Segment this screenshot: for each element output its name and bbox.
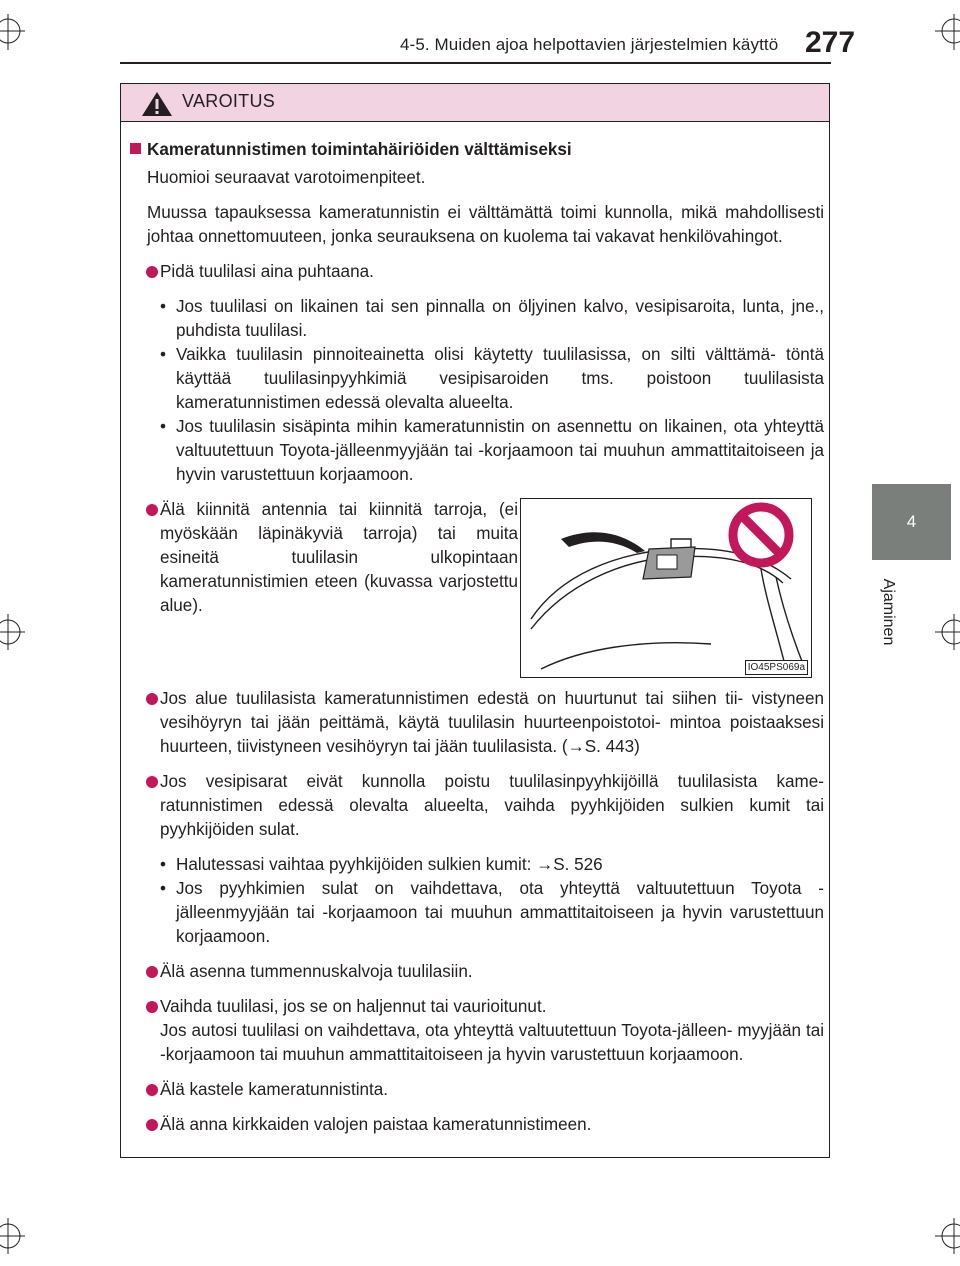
- prohibited-sign-icon: [733, 507, 789, 563]
- sub-list-item: • Vaikka tuulilasin pinnoiteainetta olisi käytetty tuulilasissa, on silti välttämä- töntä käyttää tuulilasinpyyhkimiä vesipisaroiden tms. poistoon tuulilasista kameratunnistimen edessä olevalta alueelta.: [160, 345, 824, 412]
- list-item: Vaihda tuulilasi, jos se on haljennut tai vaurioitunut.: [130, 995, 824, 1019]
- section-title: 4-5. Muiden ajoa helpottavien järjestelmien käyttö: [400, 35, 779, 54]
- figure-code: IO45PS069a: [745, 660, 808, 675]
- list-item: Älä asenna tummennuskalvoja tuulilasiin.: [130, 960, 824, 984]
- sub-list-item: • Jos pyyhkimien sulat on vaihdettava, ota yhteyttä valtuutettuun Toyota -jälleenmyyjään tai -korjaamoon tai muuhun ammattitaitoiseen ja hyvin varustettuun korjaamoon.: [160, 879, 824, 946]
- figure-row: [130, 498, 824, 678]
- page-number: 277: [805, 26, 856, 59]
- warning-triangle-icon: [140, 90, 174, 118]
- list-item: Älä kastele kameratunnistinta.: [130, 1078, 824, 1102]
- chapter-title-vertical: Ajaminen: [880, 578, 897, 646]
- bullet-dot-icon: [146, 1119, 158, 1131]
- warning-heading: Kameratunnistimen toimintahäiriöiden välttämiseksi: [130, 138, 824, 162]
- warning-label: VAROITUS: [182, 91, 276, 111]
- list-item: Älä anna kirkkaiden valojen paistaa kameratunnistimeen.: [130, 1113, 824, 1137]
- square-bullet-icon: [130, 143, 141, 154]
- bullet-dot-icon: [146, 266, 158, 278]
- windshield-figure: [520, 498, 812, 678]
- list-item: Älä kiinnitä antennia tai kiinnitä tarroja, (ei myöskään läpinäkyviä tarroja) tai muita esineitä tuulilasin ulkopintaan kameratunnistimien eteen (kuvassa varjostettu alue).: [130, 498, 518, 618]
- intro-text: Huomioi seuraavat varotoimenpiteet.: [147, 168, 426, 187]
- list-item-continuation: Jos autosi tuulilasi on vaihdettava, ota yhteyttä valtuutettuun Toyota-jälleen- myyjään tai -korjaamoon tai muuhun ammattitaitoiseen ja hyvin varustettuun korjaamoon.: [160, 1021, 824, 1064]
- intro-consequence: Muussa tapauksessa kameratunnistin ei välttämättä toimi kunnolla, mikä mahdollisesti johtaa onnettomuuteen, jonka seurauksena on kuolema tai vakavat henkilövahingot.: [147, 203, 824, 246]
- header-rule: [120, 62, 831, 64]
- bullet-dot-icon: [146, 1084, 158, 1096]
- windshield-illustration: [521, 499, 811, 677]
- bullet-dot-icon: [146, 1001, 158, 1013]
- sub-list-item: • Jos tuulilasi on likainen tai sen pinnalla on öljyinen kalvo, vesipisaroita, lunta, jne., puhdista tuulilasi.: [160, 297, 824, 340]
- list-item: Jos alue tuulilasista kameratunnistimen edestä on huurtunut tai siihen tii- vistyneen vesihöyryn tai jään peittämä, käytä tuulilasin huurteenpoistotoi- mintoa poistaaksesi huurteen, tiivistyneen vesihöyryn tai jään tuulilasista. (→S. 443): [130, 687, 824, 759]
- warning-content: [130, 138, 824, 1137]
- chapter-tab[interactable]: [872, 484, 951, 560]
- sub-list-item: • Jos tuulilasin sisäpinta mihin kameratunnistin on asennettu on likainen, ota yhteyttä valtuutettuun Toyota-jälleenmyyjään tai -korjaamoon tai muuhun ammattitaitoiseen ja hyvin varustettuun korjaamoon.: [160, 417, 824, 484]
- bullet-dot-icon: [146, 504, 158, 516]
- chapter-number: 4: [906, 512, 917, 531]
- bullet-dot-icon: [146, 693, 158, 705]
- list-item: Pidä tuulilasi aina puhtaana.: [130, 260, 824, 284]
- bullet-dot-icon: [146, 966, 158, 978]
- list-item: Jos vesipisarat eivät kunnolla poistu tuulilasinpyyhkijöillä tuulilasista kame- ratunnistimen edessä olevalta alueelta, vaihda pyyhkijöiden sulkien kumit tai pyyhkijöiden sulat.: [130, 770, 824, 842]
- bullet-dot-icon: [146, 776, 158, 788]
- sub-list-item: • Halutessasi vaihtaa pyyhkijöiden sulkien kumit: →S. 526: [160, 855, 603, 874]
